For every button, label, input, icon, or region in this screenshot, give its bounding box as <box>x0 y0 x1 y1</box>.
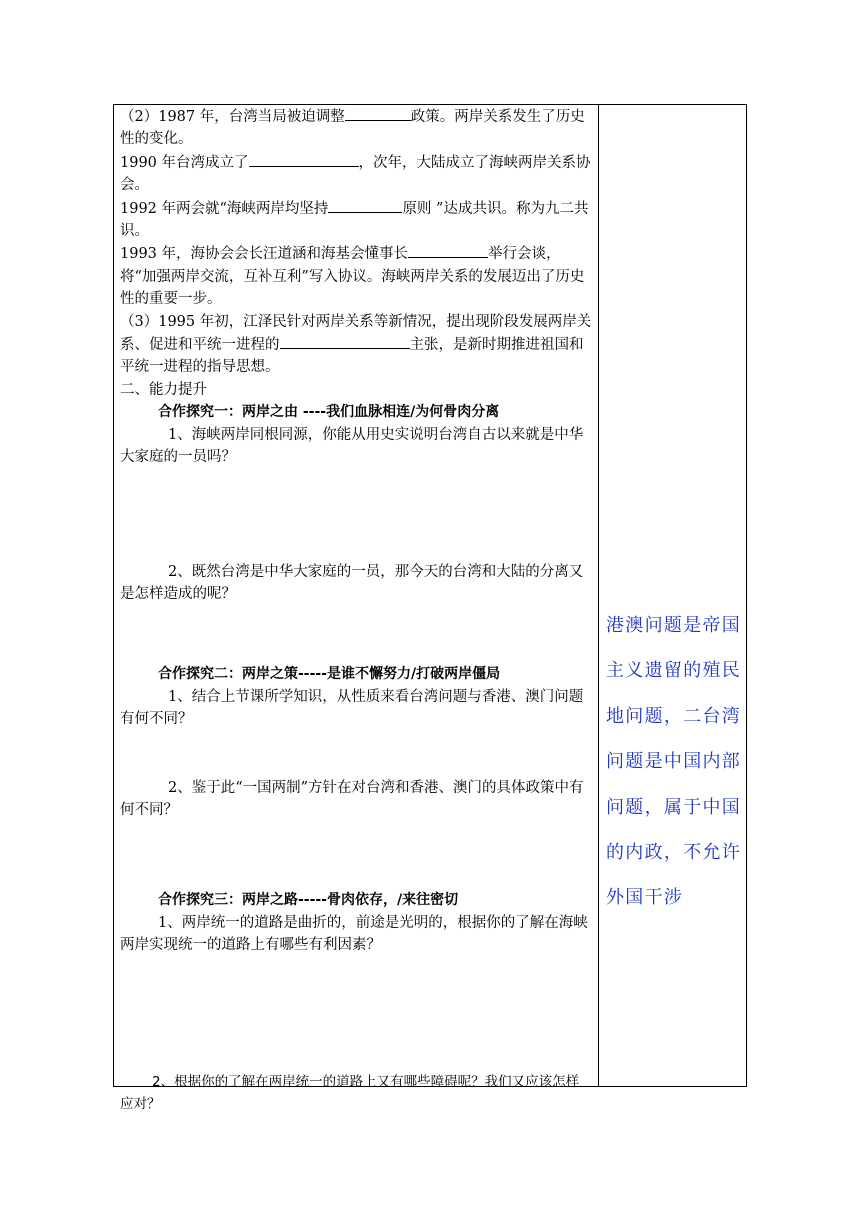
worksheet-table <box>113 104 747 1112</box>
line-1993: 1993 年，海协会会长汪道涵和海基会懂事长 举行会谈，将“加强两岸交流，互补互利”写入协议。海峡两岸关系的发展迈出了历史性的重要一步。 <box>120 242 592 310</box>
answer-space[interactable] <box>120 605 592 663</box>
fill-blank[interactable] <box>280 333 410 349</box>
inquiry-3-q1: 1、两岸统一的道路是曲折的，前途是光明的，根据你的了解在海峡两岸实现统一的道路上有哪些有利因素？ <box>120 914 588 954</box>
main-column <box>120 105 592 1115</box>
answer-space[interactable] <box>120 957 592 1071</box>
question-2: （2）1987 年，台湾当局被迫调整 政策。两岸关系发生了历史性的变化。 <box>120 105 592 151</box>
question-3: （3）1995 年初，江泽民针对两岸关系等新情况，提出现阶段发展两岸关系、促进和平统一进程的 主张，是新时期推进祖国和平统一进程的指导思想。 <box>120 313 592 376</box>
fill-blank[interactable] <box>345 105 411 121</box>
teacher-note: 港澳问题是帝国主义遗留的殖民地问题，二台湾问题是中国内部问题，属于中国的内政，不允许外国干涉 <box>606 615 742 909</box>
ability-heading: 二、能力提升 <box>120 381 207 398</box>
fill-blank[interactable] <box>328 197 402 213</box>
line-1992: 1992 年两会就“海峡两岸均坚持 原则 ”达成共识。称为九二共识。 <box>120 197 592 243</box>
column-divider <box>598 105 599 1086</box>
answer-space[interactable] <box>120 821 592 889</box>
inquiry-1-q1: 1、海峡两岸同根同源，你能从用史实说明台湾自古以来就是中华大家庭的一员吗？ <box>120 426 584 466</box>
inquiry-3-title: 合作探究三：两岸之路-----骨肉依存，/来往密切 <box>158 892 459 909</box>
answer-space[interactable] <box>120 731 592 777</box>
answer-space[interactable] <box>120 469 592 561</box>
inquiry-2-q2: 2、鉴于此“一国两制”方针在对台湾和香港、澳门的具体政策中有何不同？ <box>120 779 584 818</box>
line-1990: 1990 年台湾成立了 ，次年，大陆成立了海峡两岸关系协会。 <box>120 151 592 197</box>
inquiry-3-q2: 2、根据你的了解在两岸统一的道路上又有哪些障碍呢？我们又应该怎样应对？ <box>120 1073 580 1112</box>
fill-blank[interactable] <box>408 242 488 258</box>
inquiry-2-q1: 1、结合上节课所学知识，从性质来看台湾问题与香港、澳门问题有何不同？ <box>120 688 584 728</box>
inquiry-1-title: 合作探究一：两岸之由 ----我们血脉相连/为何骨肉分离 <box>158 404 500 421</box>
inquiry-1-q2: 2、既然台湾是中华大家庭的一员，那今天的台湾和大陆的分离又是怎样造成的呢？ <box>120 563 584 602</box>
inquiry-2-title: 合作探究二：两岸之策-----是谁不懈努力/打破两岸僵局 <box>158 666 501 683</box>
fill-blank[interactable] <box>249 151 359 167</box>
